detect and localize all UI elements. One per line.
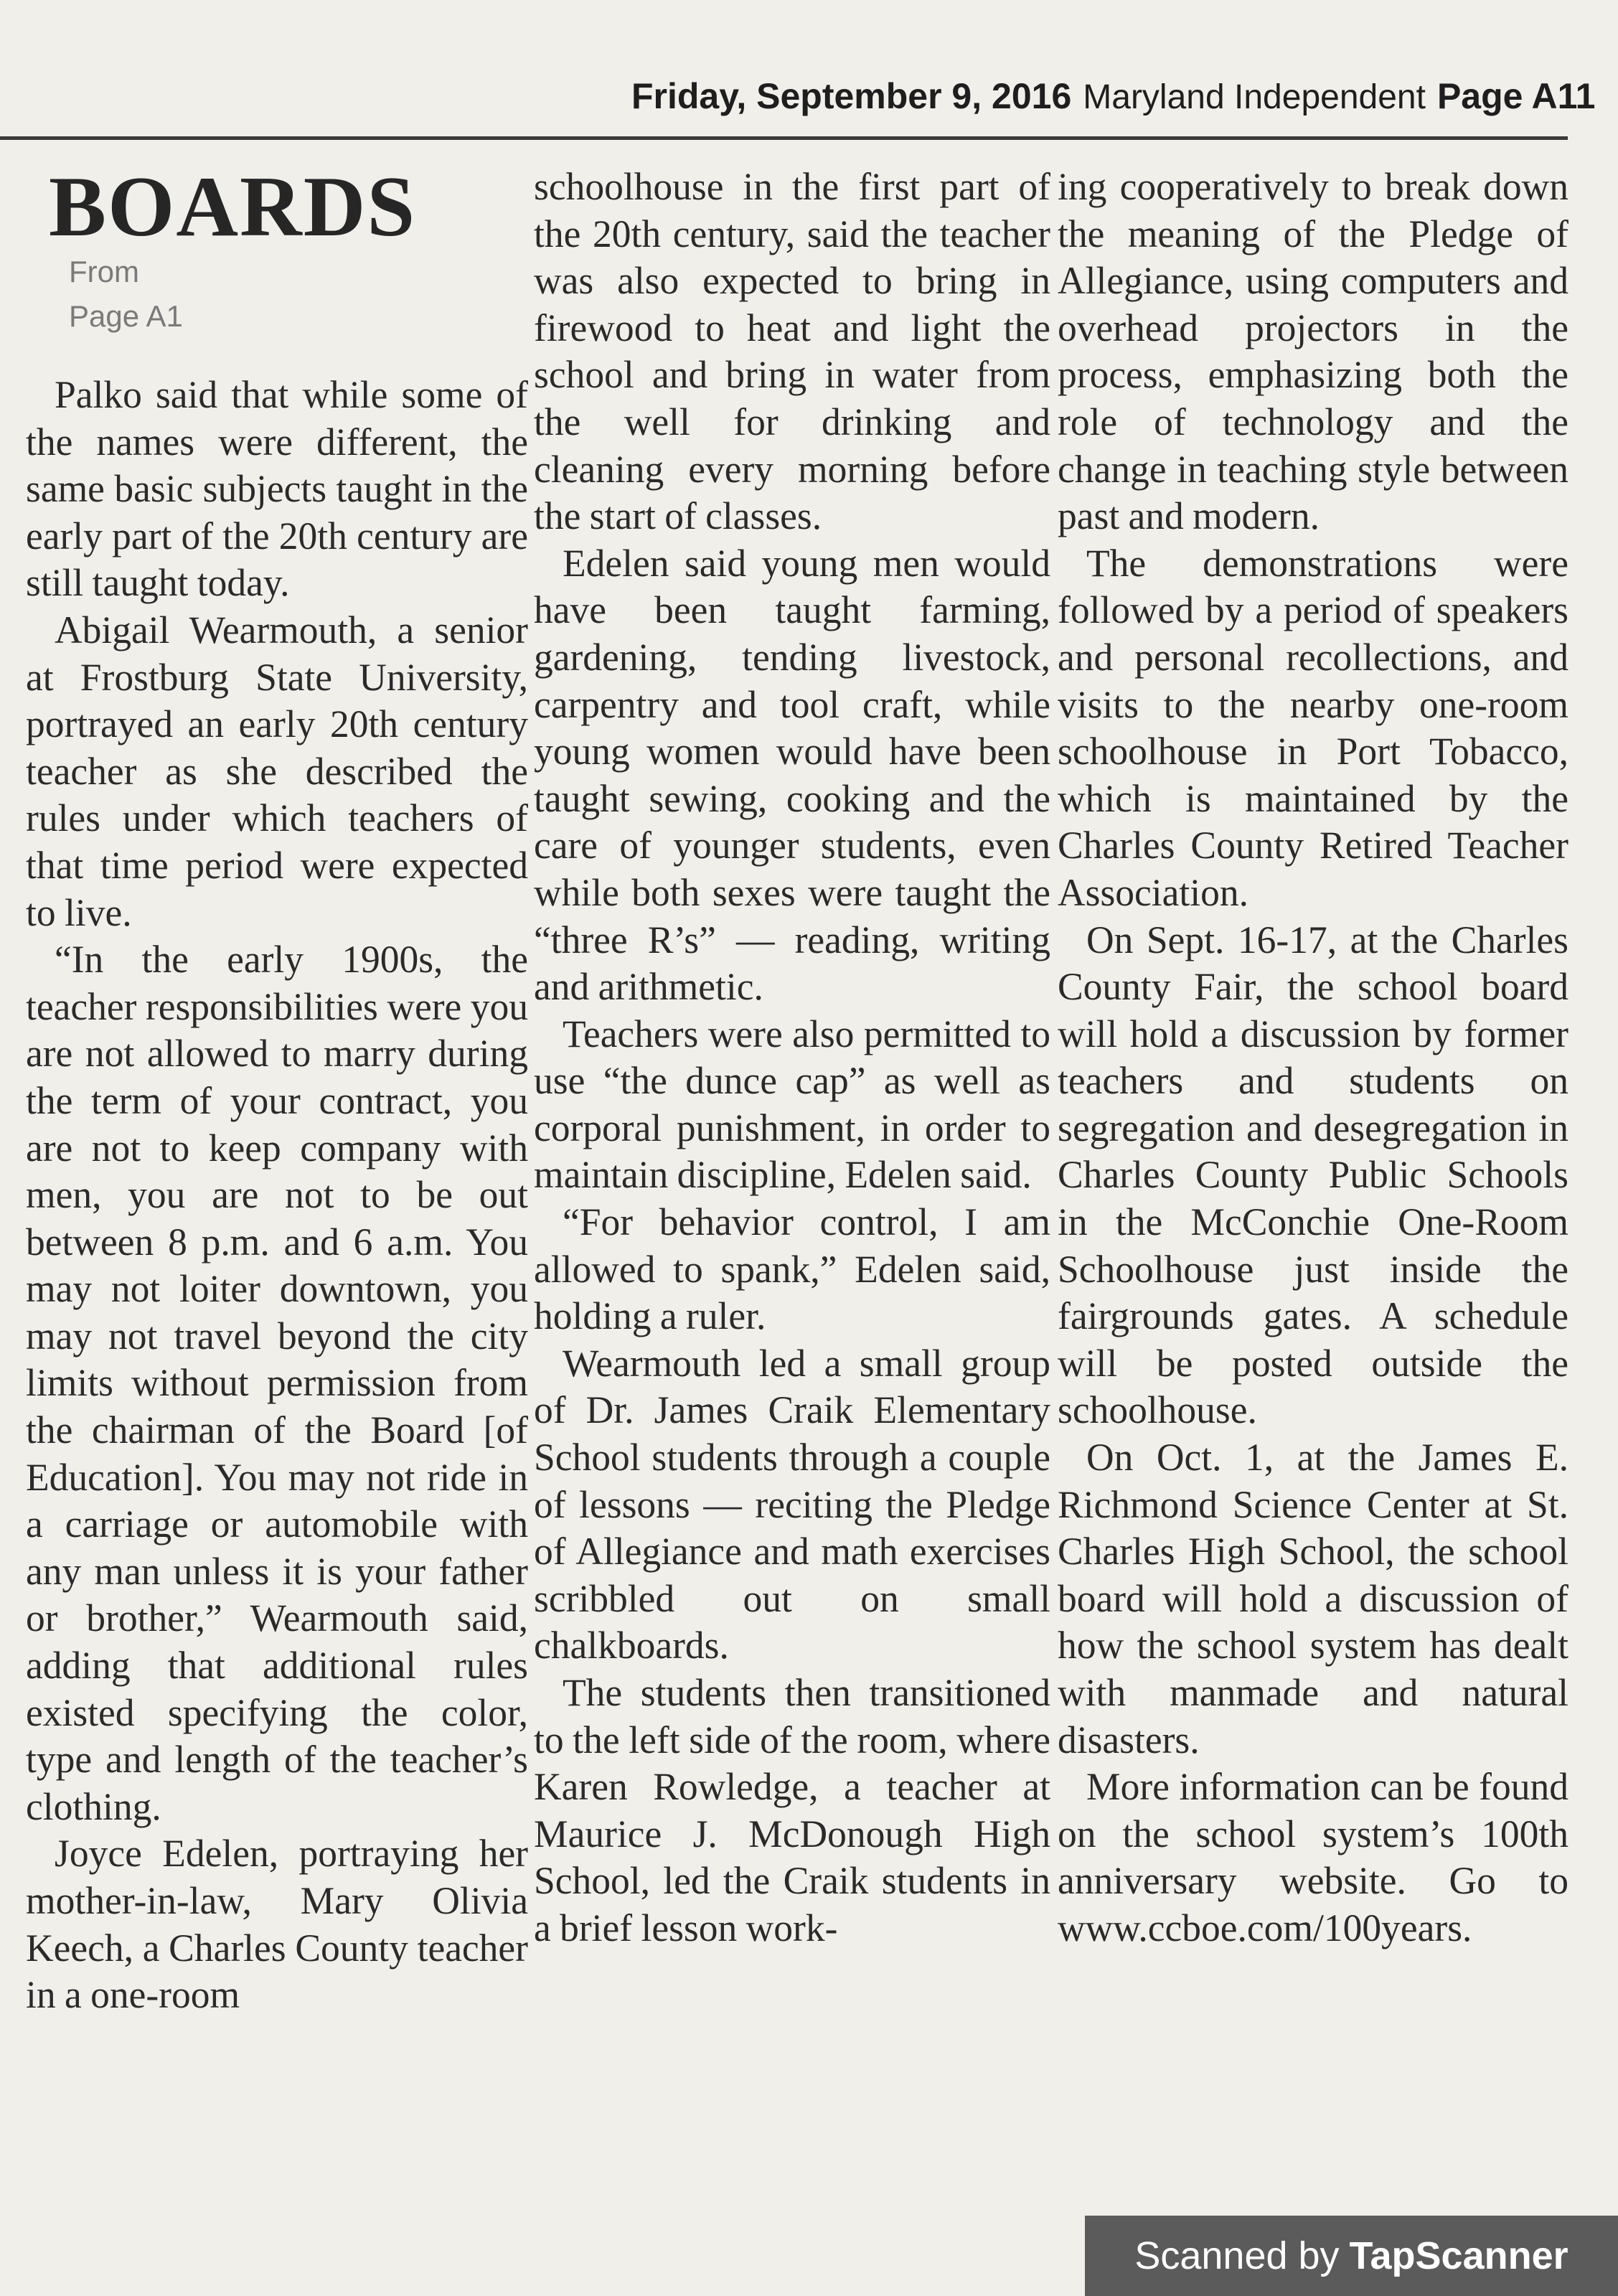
paragraph: The demonstrations were followed by a period of speakers and personal recollections, and visits to the nearby one-room schoolhouse in Port Tobacco, which is maintained by the Charles County Retired Teacher Association. <box>1058 541 1568 914</box>
headline: BOARDS <box>49 159 417 254</box>
paragraph: Wearmouth led a small group of Dr. James Craik Elementary School students through a couple of lessons — reciting the Pledge of Allegiance and math exercises scribbled out on small chalkboards. <box>534 1341 1050 1667</box>
jump-from-label: From <box>69 255 139 288</box>
paragraph: The students then transitioned to the left side of the room, where Karen Rowledge, a teacher at Maurice J. McDonough High School, led the Craik students in a brief lesson work- <box>534 1671 1050 1949</box>
paragraph: Joyce Edelen, portraying her mother-in-law, Mary Olivia Keech, a Charles County teacher in a one-room <box>26 1832 528 2017</box>
page-header <box>631 75 1596 117</box>
paragraph: Abigail Wearmouth, a senior at Frostburg State University, portrayed an early 20th century teacher as she described the rules under which teachers of that time period were expected to live. <box>26 608 528 934</box>
watermark-brand: TapScanner <box>1349 2234 1568 2277</box>
header-rule <box>0 136 1568 140</box>
newspaper-name: Maryland Independent <box>1083 78 1426 116</box>
paragraph: schoolhouse in the first part of the 20th century, said the teacher was also expected to bring in firewood to heat and light the school and bring in water from the well for drinking and cleaning every morning before the start of classes. <box>534 165 1050 538</box>
paragraph: ing cooperatively to break down the meaning of the Pledge of Allegiance, using computers and overhead projectors in the process, emphasizing both the role of technology and the change in teaching style between past and modern. <box>1058 165 1568 538</box>
paragraph: Palko said that while some of the names were different, the same basic subjects taught in the early part of the 20th century are still taught today. <box>26 373 528 605</box>
jump-page-label: Page A1 <box>69 299 183 333</box>
paragraph: On Oct. 1, at the James E. Richmond Science Center at St. Charles High School, the school board will hold a discussion of how the school system has dealt with manmade and natural disasters. <box>1058 1436 1568 1761</box>
paragraph: “For behavior control, I am allowed to spank,” Edelen said, holding a ruler. <box>534 1200 1050 1338</box>
paragraph: More information can be found on the school system’s 100th anniversary website. Go to www.ccboe.com/100years. <box>1058 1765 1568 1949</box>
paragraph: On Sept. 16-17, at the Charles County Fair, the school board will hold a discussion by former teachers and students on segregation and desegregation in Charles County Public Schools in the McConchie One-Room Schoolhouse just inside the fairgrounds gates. A schedule will be posted outside the schoolhouse. <box>1058 918 1568 1432</box>
headline-block <box>49 159 417 339</box>
article-column-3 <box>1058 164 1568 1952</box>
paragraph: Teachers were also permitted to use “the dunce cap” as well as corporal punishment, in order to maintain discipline, Edelen said. <box>534 1012 1050 1197</box>
page-number: Page A11 <box>1436 76 1596 116</box>
paragraph: Edelen said young men would have been taught farming, gardening, tending livestock, carpentry and tool craft, while young women would have been taught sewing, cooking and the care of younger students, even while both sexes were taught the “three R’s” — reading, writing and arithmetic. <box>534 541 1050 1009</box>
article-column-1 <box>26 159 528 2019</box>
paragraph: “In the early 1900s, the teacher responsibilities were you are not allowed to marry during the term of your contract, you are not to keep company with men, you are not to be out between 8 p.m. and 6 a.m. You may not loiter downtown, you may not travel beyond the city limits without permission from the chairman of the Board [of Education]. You may not ride in a carriage or automobile with any man unless it is your father or brother,” Wearmouth said, adding that additional rules existed specifying the color, type and length of the teacher’s clothing. <box>26 938 528 1828</box>
scanner-watermark <box>1085 2216 1618 2296</box>
watermark-prefix: Scanned by <box>1134 2234 1340 2277</box>
article-column-2 <box>534 164 1050 1952</box>
issue-date: Friday, September 9, 2016 <box>631 76 1072 116</box>
